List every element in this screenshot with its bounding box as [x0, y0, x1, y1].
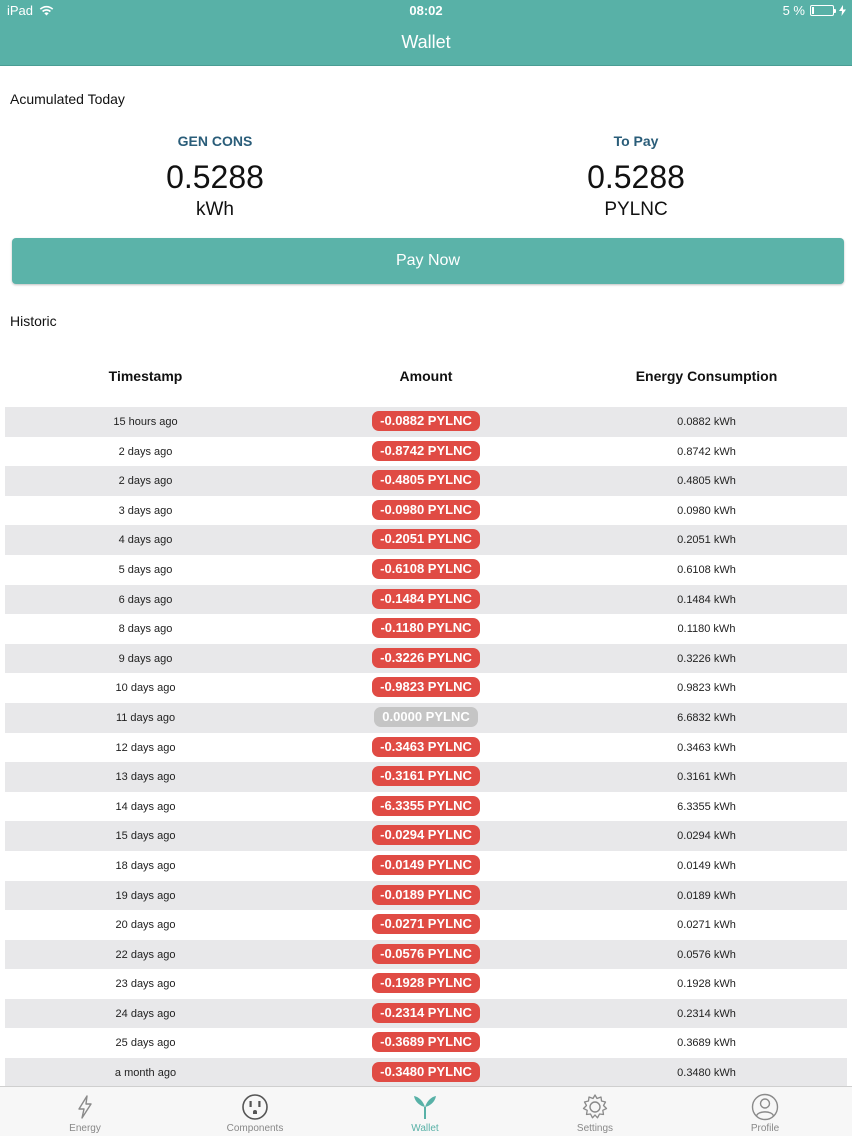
- amount-badge: -0.3226 PYLNC: [372, 648, 480, 668]
- row-amount-cell: [286, 825, 566, 845]
- row-energy: 0.2051 kWh: [677, 534, 736, 547]
- pay-now-button[interactable]: Pay Now: [12, 238, 844, 284]
- row-energy: 0.8742 kWh: [677, 445, 736, 458]
- amount-badge: -0.0576 PYLNC: [372, 944, 480, 964]
- row-energy: 0.0576 kWh: [677, 948, 736, 961]
- row-energy: 0.3161 kWh: [677, 771, 736, 784]
- row-energy: 0.3480 kWh: [677, 1067, 736, 1080]
- row-amount-cell: [286, 648, 566, 668]
- row-amount-cell: [286, 766, 566, 786]
- row-energy: 0.0271 kWh: [677, 919, 736, 932]
- tab-label-energy: Energy: [69, 1123, 101, 1134]
- table-row[interactable]: [5, 673, 847, 703]
- row-amount-cell: [286, 529, 566, 549]
- row-amount-cell: [286, 737, 566, 757]
- to-pay-value: 0.5288: [587, 159, 685, 195]
- tab-label-profile: Profile: [750, 1123, 780, 1134]
- row-energy: 0.3226 kWh: [677, 652, 736, 665]
- table-row[interactable]: [5, 733, 847, 763]
- row-amount-cell: [286, 411, 566, 431]
- row-timestamp: 15 days ago: [115, 830, 176, 843]
- tab-components[interactable]: [170, 1087, 340, 1136]
- row-amount-cell: [286, 500, 566, 520]
- row-energy: 6.6832 kWh: [677, 711, 736, 724]
- row-amount-cell: [286, 1003, 566, 1023]
- gen-cons-unit: kWh: [196, 199, 234, 220]
- to-pay-unit: PYLNC: [604, 199, 668, 220]
- row-energy: 0.3463 kWh: [677, 741, 736, 754]
- row-timestamp: 19 days ago: [115, 889, 176, 902]
- tab-label-settings: Settings: [576, 1123, 614, 1134]
- row-timestamp: 4 days ago: [118, 534, 173, 547]
- tab-wallet[interactable]: [340, 1087, 510, 1136]
- table-row[interactable]: [5, 525, 847, 555]
- amount-badge: -0.0189 PYLNC: [372, 885, 480, 905]
- amount-badge: -0.1928 PYLNC: [372, 973, 480, 993]
- table-row[interactable]: [5, 585, 847, 615]
- table-row[interactable]: [5, 407, 847, 437]
- charging-bolt-icon: [839, 5, 846, 16]
- amount-badge: -0.3161 PYLNC: [372, 766, 480, 786]
- row-amount-cell: [286, 589, 566, 609]
- header-bar: [0, 0, 852, 66]
- amount-badge: -0.4805 PYLNC: [372, 470, 480, 490]
- row-amount-cell: [286, 441, 566, 461]
- amount-badge: -0.9823 PYLNC: [372, 677, 480, 697]
- historic-title: Historic: [10, 313, 57, 329]
- gen-cons-value: 0.5288: [166, 159, 264, 195]
- row-timestamp: 8 days ago: [118, 623, 173, 636]
- row-energy: 0.3689 kWh: [677, 1037, 736, 1050]
- table-row[interactable]: [5, 969, 847, 999]
- row-timestamp: 20 days ago: [115, 919, 176, 932]
- row-amount-cell: [286, 973, 566, 993]
- tab-profile[interactable]: [680, 1087, 850, 1136]
- battery-percent: 5 %: [782, 3, 805, 18]
- table-row[interactable]: [5, 851, 847, 881]
- amount-badge: -6.3355 PYLNC: [372, 796, 480, 816]
- row-timestamp: 22 days ago: [115, 948, 176, 961]
- row-amount-cell: [286, 559, 566, 579]
- outlet-icon: [240, 1093, 270, 1121]
- table-row[interactable]: [5, 496, 847, 526]
- row-timestamp: 9 days ago: [118, 652, 173, 665]
- row-energy: 0.0294 kWh: [677, 830, 736, 843]
- row-timestamp: 2 days ago: [118, 445, 173, 458]
- amount-badge: -0.3480 PYLNC: [372, 1062, 480, 1082]
- row-amount-cell: [286, 1032, 566, 1052]
- row-timestamp: 13 days ago: [115, 771, 176, 784]
- amount-badge: -0.2314 PYLNC: [372, 1003, 480, 1023]
- table-row[interactable]: [5, 821, 847, 851]
- status-right: [783, 3, 846, 18]
- amount-badge: -0.2051 PYLNC: [372, 529, 480, 549]
- tab-label-components: Components: [226, 1123, 284, 1134]
- device-name: iPad: [7, 3, 34, 18]
- row-energy: 6.3355 kWh: [677, 800, 736, 813]
- row-amount-cell: [286, 914, 566, 934]
- table-row[interactable]: [5, 940, 847, 970]
- row-amount-cell: [286, 1062, 566, 1082]
- tab-energy[interactable]: [0, 1087, 170, 1136]
- row-timestamp: 23 days ago: [115, 978, 176, 991]
- row-amount-cell: [286, 618, 566, 638]
- table-header: [5, 368, 847, 388]
- amount-badge: -0.0149 PYLNC: [372, 855, 480, 875]
- row-timestamp: 12 days ago: [115, 741, 176, 754]
- row-amount-cell: [286, 677, 566, 697]
- row-energy: 0.1180 kWh: [677, 623, 736, 636]
- table-row[interactable]: [5, 703, 847, 733]
- row-timestamp: 2 days ago: [118, 475, 173, 488]
- amount-badge: -0.1484 PYLNC: [372, 589, 480, 609]
- amount-badge: 0.0000 PYLNC: [374, 707, 477, 727]
- table-row[interactable]: [5, 910, 847, 940]
- table-row[interactable]: [5, 881, 847, 911]
- column-header-amount: Amount: [399, 368, 453, 384]
- accumulated-title: Acumulated Today: [10, 91, 125, 107]
- row-amount-cell: [286, 470, 566, 490]
- user-icon: [750, 1093, 780, 1121]
- column-header-timestamp: Timestamp: [108, 368, 183, 384]
- amount-badge: -0.0294 PYLNC: [372, 825, 480, 845]
- table-row[interactable]: [5, 1058, 847, 1086]
- lightning-icon: [70, 1093, 100, 1121]
- row-amount-cell: [286, 944, 566, 964]
- table-row[interactable]: [5, 614, 847, 644]
- amount-badge: -0.1180 PYLNC: [372, 618, 479, 638]
- row-amount-cell: [286, 707, 566, 727]
- table-row[interactable]: [5, 999, 847, 1029]
- amount-badge: -0.3463 PYLNC: [372, 737, 480, 757]
- row-timestamp: 10 days ago: [115, 682, 176, 695]
- to-pay-stat: [486, 133, 786, 221]
- battery-icon: [810, 5, 834, 16]
- row-timestamp: 5 days ago: [118, 563, 173, 576]
- table-row[interactable]: [5, 644, 847, 674]
- row-amount-cell: [286, 796, 566, 816]
- tab-settings[interactable]: [510, 1087, 680, 1136]
- table-row[interactable]: [5, 762, 847, 792]
- table-row[interactable]: [5, 466, 847, 496]
- row-energy: 0.2314 kWh: [677, 1007, 736, 1020]
- row-energy: 0.0980 kWh: [677, 504, 736, 517]
- row-timestamp: 6 days ago: [118, 593, 173, 606]
- amount-badge: -0.0271 PYLNC: [372, 914, 480, 934]
- tab-bar: [0, 1086, 852, 1136]
- row-energy: 0.0149 kWh: [677, 859, 736, 872]
- row-energy: 0.9823 kWh: [677, 682, 736, 695]
- row-timestamp: 3 days ago: [118, 504, 173, 517]
- amount-badge: -0.8742 PYLNC: [372, 441, 480, 461]
- row-energy: 0.1484 kWh: [677, 593, 736, 606]
- page-title: Wallet: [401, 32, 451, 52]
- row-energy: 0.4805 kWh: [677, 475, 736, 488]
- gen-cons-label: GEN CONS: [177, 133, 253, 149]
- status-time: 08:02: [409, 3, 443, 18]
- row-timestamp: a month ago: [114, 1067, 177, 1080]
- row-timestamp: 14 days ago: [115, 800, 176, 813]
- gear-icon: [580, 1093, 610, 1121]
- amount-badge: -0.0882 PYLNC: [372, 411, 480, 431]
- amount-badge: -0.3689 PYLNC: [372, 1032, 480, 1052]
- table-row[interactable]: [5, 1028, 847, 1058]
- row-timestamp: 15 hours ago: [113, 416, 178, 428]
- row-energy: 0.6108 kWh: [677, 563, 736, 576]
- column-header-energy: Energy Consumption: [635, 368, 778, 384]
- row-energy: 0.1928 kWh: [677, 978, 736, 991]
- to-pay-label: To Pay: [613, 133, 659, 149]
- row-timestamp: 24 days ago: [115, 1007, 176, 1020]
- status-bar: [0, 0, 852, 22]
- row-energy: 0.0189 kWh: [677, 889, 736, 902]
- table-row[interactable]: [5, 437, 847, 467]
- row-timestamp: 11 days ago: [115, 711, 176, 724]
- wallet-sprout-icon: [410, 1093, 440, 1121]
- amount-badge: -0.0980 PYLNC: [372, 500, 480, 520]
- row-amount-cell: [286, 885, 566, 905]
- historic-table[interactable]: [5, 407, 847, 1086]
- row-timestamp: 25 days ago: [115, 1037, 176, 1050]
- amount-badge: -0.6108 PYLNC: [372, 559, 480, 579]
- table-row[interactable]: [5, 555, 847, 585]
- row-energy: 0.0882 kWh: [677, 416, 736, 428]
- tab-label-wallet: Wallet: [411, 1123, 439, 1134]
- row-amount-cell: [286, 855, 566, 875]
- gen-cons-stat: [65, 133, 365, 221]
- table-row[interactable]: [5, 792, 847, 822]
- row-timestamp: 18 days ago: [115, 859, 176, 872]
